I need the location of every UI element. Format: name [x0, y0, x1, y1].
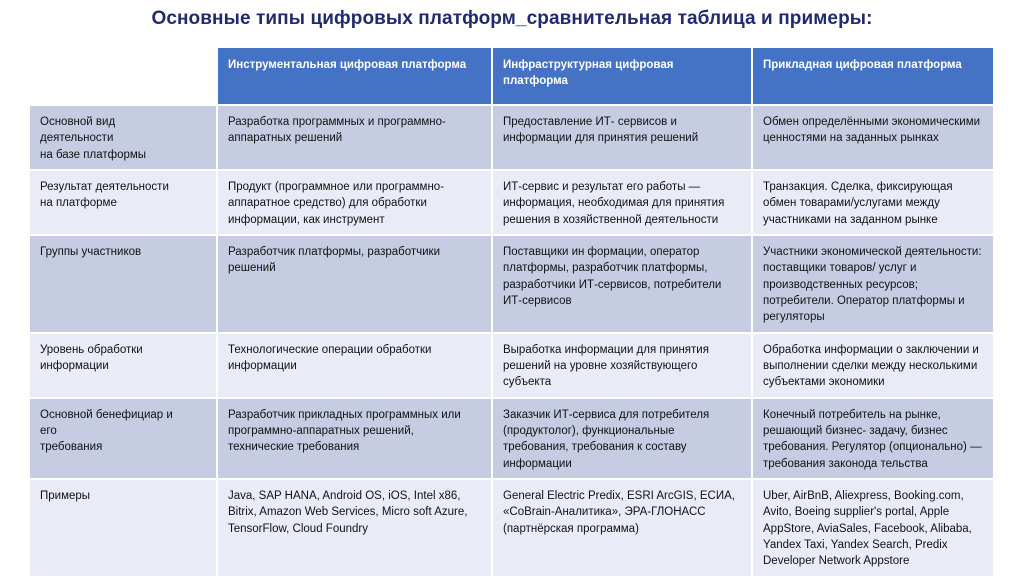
table-row: [30, 171, 993, 234]
row-label-participant-groups: [30, 236, 216, 332]
row-label-line: Группы участников: [40, 245, 142, 258]
comparison-table-container: [30, 48, 995, 576]
page-title: Основные типы цифровых платформ_сравнительная таблица и примеры:: [151, 8, 873, 29]
cell-instrumental: Разработка программных и программно-аппаратных решений: [218, 106, 491, 169]
cell-applied: Участники экономической деятельности: поставщики товаров/ услуг и производственных ресурсов; потребители. Оператор платформы и регуляторы: [753, 236, 993, 332]
row-label-line: Уровень обработки: [40, 343, 143, 356]
cell-applied: Обработка информации о заключении и выполнении сделки между несколькими субъектами экономики: [753, 334, 993, 397]
column-header-applied: Прикладная цифровая платформа: [753, 48, 993, 104]
row-label-line: деятельности: [40, 132, 114, 145]
row-label-line: на базе платформы: [40, 148, 147, 161]
column-header-instrumental: Инструментальная цифровая платформа: [218, 48, 491, 104]
column-header-infrastructure: Инфраструктурная цифровая платформа: [493, 48, 751, 104]
cell-applied: Uber, AirBnB, Aliexpress, Booking.com, Avito, Boeing supplier's portal, Apple AppStore, AviaSales, Facebook, Alibaba, Yandex Taxi, Yandex Search, Predix Developer Network Appstore: [753, 480, 993, 576]
row-label-line: на платформе: [40, 197, 117, 210]
row-label-line: требования: [40, 441, 103, 454]
table-row: [30, 399, 993, 478]
cell-applied: Конечный потребитель на рынке, решающий бизнес- задачу, бизнес требования. Регулятор (опционально) — требования законода тельства: [753, 399, 993, 478]
row-label-line: информации: [40, 359, 109, 372]
row-label-line: Примеры: [40, 489, 91, 502]
cell-instrumental: Java, SAP HANA, Android OS, iOS, Intel x86, Bitrix, Amazon Web Services, Micro soft Azure, TensorFlow, Cloud Foundry: [218, 480, 491, 576]
cell-infrastructure: General Electric Predix, ESRI ArcGIS, ЕСИА, «CoBrain-Аналитика», ЭРА-ГЛОНАСС (партнёрская программа): [493, 480, 751, 576]
cell-instrumental: Продукт (программное или программно-аппаратное средство) для обработки информации, как инструмент: [218, 171, 491, 234]
cell-infrastructure: Предоставление ИТ- сервисов и информации для принятия решений: [493, 106, 751, 169]
cell-applied: Транзакция. Сделка, фиксирующая обмен товарами/услугами между участниками на заданном рынке: [753, 171, 993, 234]
cell-infrastructure: ИТ-сервис и результат его работы — информация, необходимая для принятия решения в хозяйственной деятельности: [493, 171, 751, 234]
cell-infrastructure: Поставщики ин формации, оператор платформы, разработчик платформы, разработчики ИТ-сервисов, потребители ИТ-сервисов: [493, 236, 751, 332]
cell-infrastructure: Выработка информации для принятия решений на уровне хозяйствующего субъекта: [493, 334, 751, 397]
row-label-line: Основной вид: [40, 116, 116, 128]
cell-instrumental: Технологические операции обработки информации: [218, 334, 491, 397]
platform-comparison-table: [28, 46, 995, 578]
cell-instrumental: Разработчик прикладных программных или программно-аппаратных решений, технические требования: [218, 399, 491, 478]
row-label-line: Основной бенефициар и: [40, 408, 173, 421]
table-row: [30, 334, 993, 397]
row-label-main-beneficiary: [30, 399, 216, 478]
row-label-activity-result: [30, 171, 216, 234]
row-label-examples: [30, 480, 216, 576]
cell-instrumental: Разработчик платформы, разработчики решений: [218, 236, 491, 332]
table-row: [30, 480, 993, 576]
row-label-main-activity: [30, 106, 216, 169]
table-row: [30, 236, 993, 332]
cell-applied: Обмен определёнными экономическими ценностями на заданных рынках: [753, 106, 993, 169]
cell-infrastructure: Заказчик ИТ-сервиса для потребителя (продуктолог), функциональные требования, требования к составу информации: [493, 399, 751, 478]
row-label-line: его: [40, 424, 57, 437]
table-header-row: [30, 48, 993, 104]
table-row: [30, 106, 993, 169]
row-label-line: Результат деятельности: [40, 180, 169, 193]
table-corner-cell: [30, 48, 216, 104]
row-label-information-processing-level: [30, 334, 216, 397]
